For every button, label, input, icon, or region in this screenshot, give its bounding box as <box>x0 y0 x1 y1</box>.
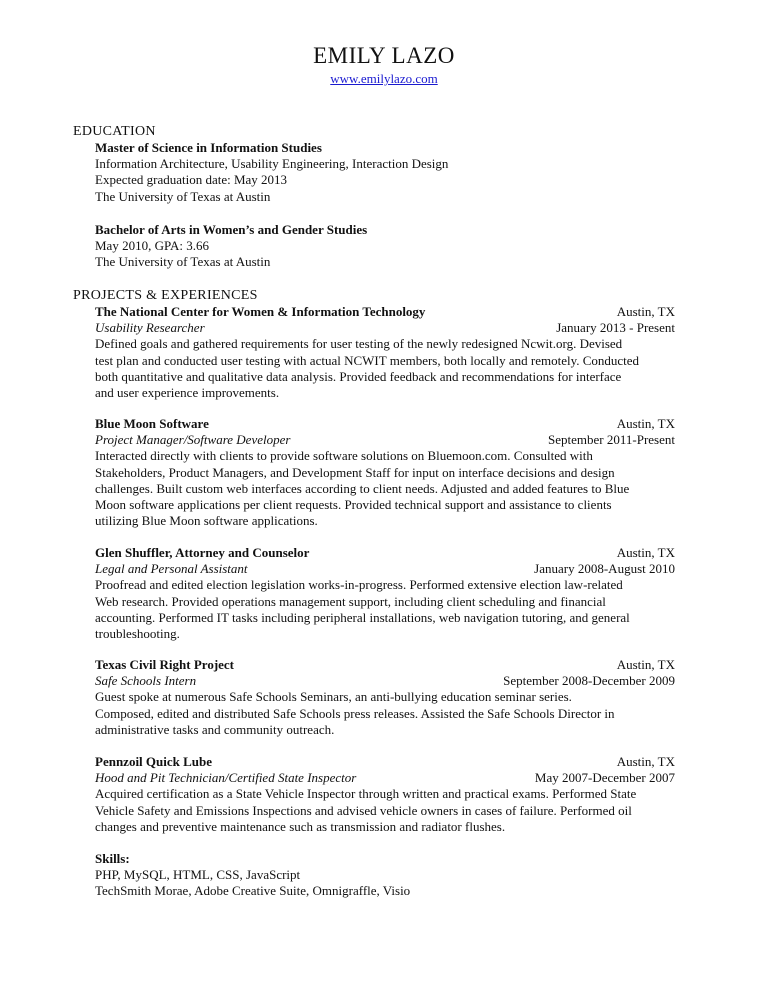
role-dates: September 2011-Present <box>548 432 675 448</box>
description-line: changes and preventive maintenance such as transmission and radiator flushes. <box>95 818 506 834</box>
role-dates: September 2008-December 2009 <box>503 673 675 689</box>
experience-entry <box>95 545 675 642</box>
org-location: Austin, TX <box>616 416 675 431</box>
role-title: Usability Researcher <box>95 320 205 336</box>
degree-title: Bachelor of Arts in Women’s and Gender Studies <box>95 222 368 237</box>
skills-line: PHP, MySQL, HTML, CSS, JavaScript <box>95 867 301 883</box>
education-heading: EDUCATION <box>73 124 156 139</box>
description-line: Vehicle Safety and Emissions Inspections and advised vehicle owners in cases of failure. Performed oil <box>95 802 632 818</box>
org-location: Austin, TX <box>616 754 675 769</box>
description-line: troubleshooting. <box>95 626 180 642</box>
role-dates: May 2007-December 2007 <box>534 770 675 786</box>
skills-line: TechSmith Morae, Adobe Creative Suite, Omnigraffle, Visio <box>95 883 411 899</box>
description-line: accounting. Performed IT tasks including peripheral installations, web navigation tutoring, and general <box>95 609 630 625</box>
org-location: Austin, TX <box>616 657 675 672</box>
experience-entry <box>95 657 675 738</box>
skills-heading: Skills: <box>95 851 130 866</box>
degree-masters <box>95 140 675 205</box>
experience-entry <box>95 416 675 529</box>
candidate-name: EMILY LAZO <box>313 43 455 68</box>
description-line: Interacted directly with clients to provide software solutions on Bluemoon.com. Consulted with <box>95 448 593 464</box>
org-location: Austin, TX <box>616 304 675 319</box>
org-name: The National Center for Women & Information Technology <box>95 304 426 319</box>
description-line: Moon software applications per client requests. Provided technical support and assistance to clients <box>95 497 612 513</box>
org-name: Blue Moon Software <box>95 416 209 431</box>
org-name: Pennzoil Quick Lube <box>95 754 213 769</box>
description-line: Web research. Provided operations management support, including client scheduling and financial <box>95 593 606 609</box>
description-line: utilizing Blue Moon software applications. <box>95 513 318 529</box>
experience-entry <box>95 754 675 835</box>
description-line: Proofread and edited election legislation works-in-progress. Performed extensive election law-related <box>95 577 623 593</box>
projects-heading: PROJECTS & EXPERIENCES <box>73 288 258 303</box>
description-line: Defined goals and gathered requirements for user testing of the newly redesigned Ncwit.org. Devised <box>95 336 623 352</box>
org-location: Austin, TX <box>616 545 675 560</box>
role-title: Legal and Personal Assistant <box>95 561 248 577</box>
website-link[interactable]: www.emilylazo.com <box>330 71 438 86</box>
description-line: Composed, edited and distributed Safe Schools press releases. Assisted the Safe Schools Director in <box>95 705 615 721</box>
degree-title: Master of Science in Information Studies <box>95 140 322 155</box>
description-line: and user experience improvements. <box>95 385 280 401</box>
role-title: Hood and Pit Technician/Certified State Inspector <box>95 770 357 786</box>
role-title: Safe Schools Intern <box>95 673 197 689</box>
description-line: both quantitative and qualitative data analysis. Provided feedback and recommendations for interface <box>95 368 622 384</box>
role-dates: January 2013 - Present <box>556 320 675 336</box>
degree-bachelors <box>95 222 675 271</box>
description-line: challenges. Built custom web interfaces according to client needs. Adjusted and added features to Blue <box>95 480 630 496</box>
description-line: test plan and conducted user testing with actual NCWIT members, both locally and remotely. Conducted <box>95 352 640 368</box>
org-name: Texas Civil Right Project <box>95 657 235 672</box>
role-title: Project Manager/Software Developer <box>95 432 291 448</box>
skills-section <box>95 851 675 900</box>
degree-line: Expected graduation date: May 2013 <box>95 172 288 188</box>
role-dates: January 2008-August 2010 <box>534 561 675 577</box>
experience-entry <box>95 304 675 401</box>
degree-line: Information Architecture, Usability Engineering, Interaction Design <box>95 156 449 172</box>
degree-line: May 2010, GPA: 3.66 <box>95 238 210 254</box>
org-name: Glen Shuffler, Attorney and Counselor <box>95 545 310 560</box>
degree-line: The University of Texas at Austin <box>95 188 271 204</box>
description-line: Acquired certification as a State Vehicle Inspector through written and practical exams. Performed State <box>95 786 637 802</box>
website-link-wrapper <box>0 71 768 87</box>
description-line: Guest spoke at numerous Safe Schools Seminars, an anti-bullying education seminar series. <box>95 689 572 705</box>
description-line: administrative tasks and community outreach. <box>95 721 335 737</box>
description-line: Stakeholders, Product Managers, and Development Staff for input on interface decisions and design <box>95 464 615 480</box>
degree-line: The University of Texas at Austin <box>95 254 271 270</box>
